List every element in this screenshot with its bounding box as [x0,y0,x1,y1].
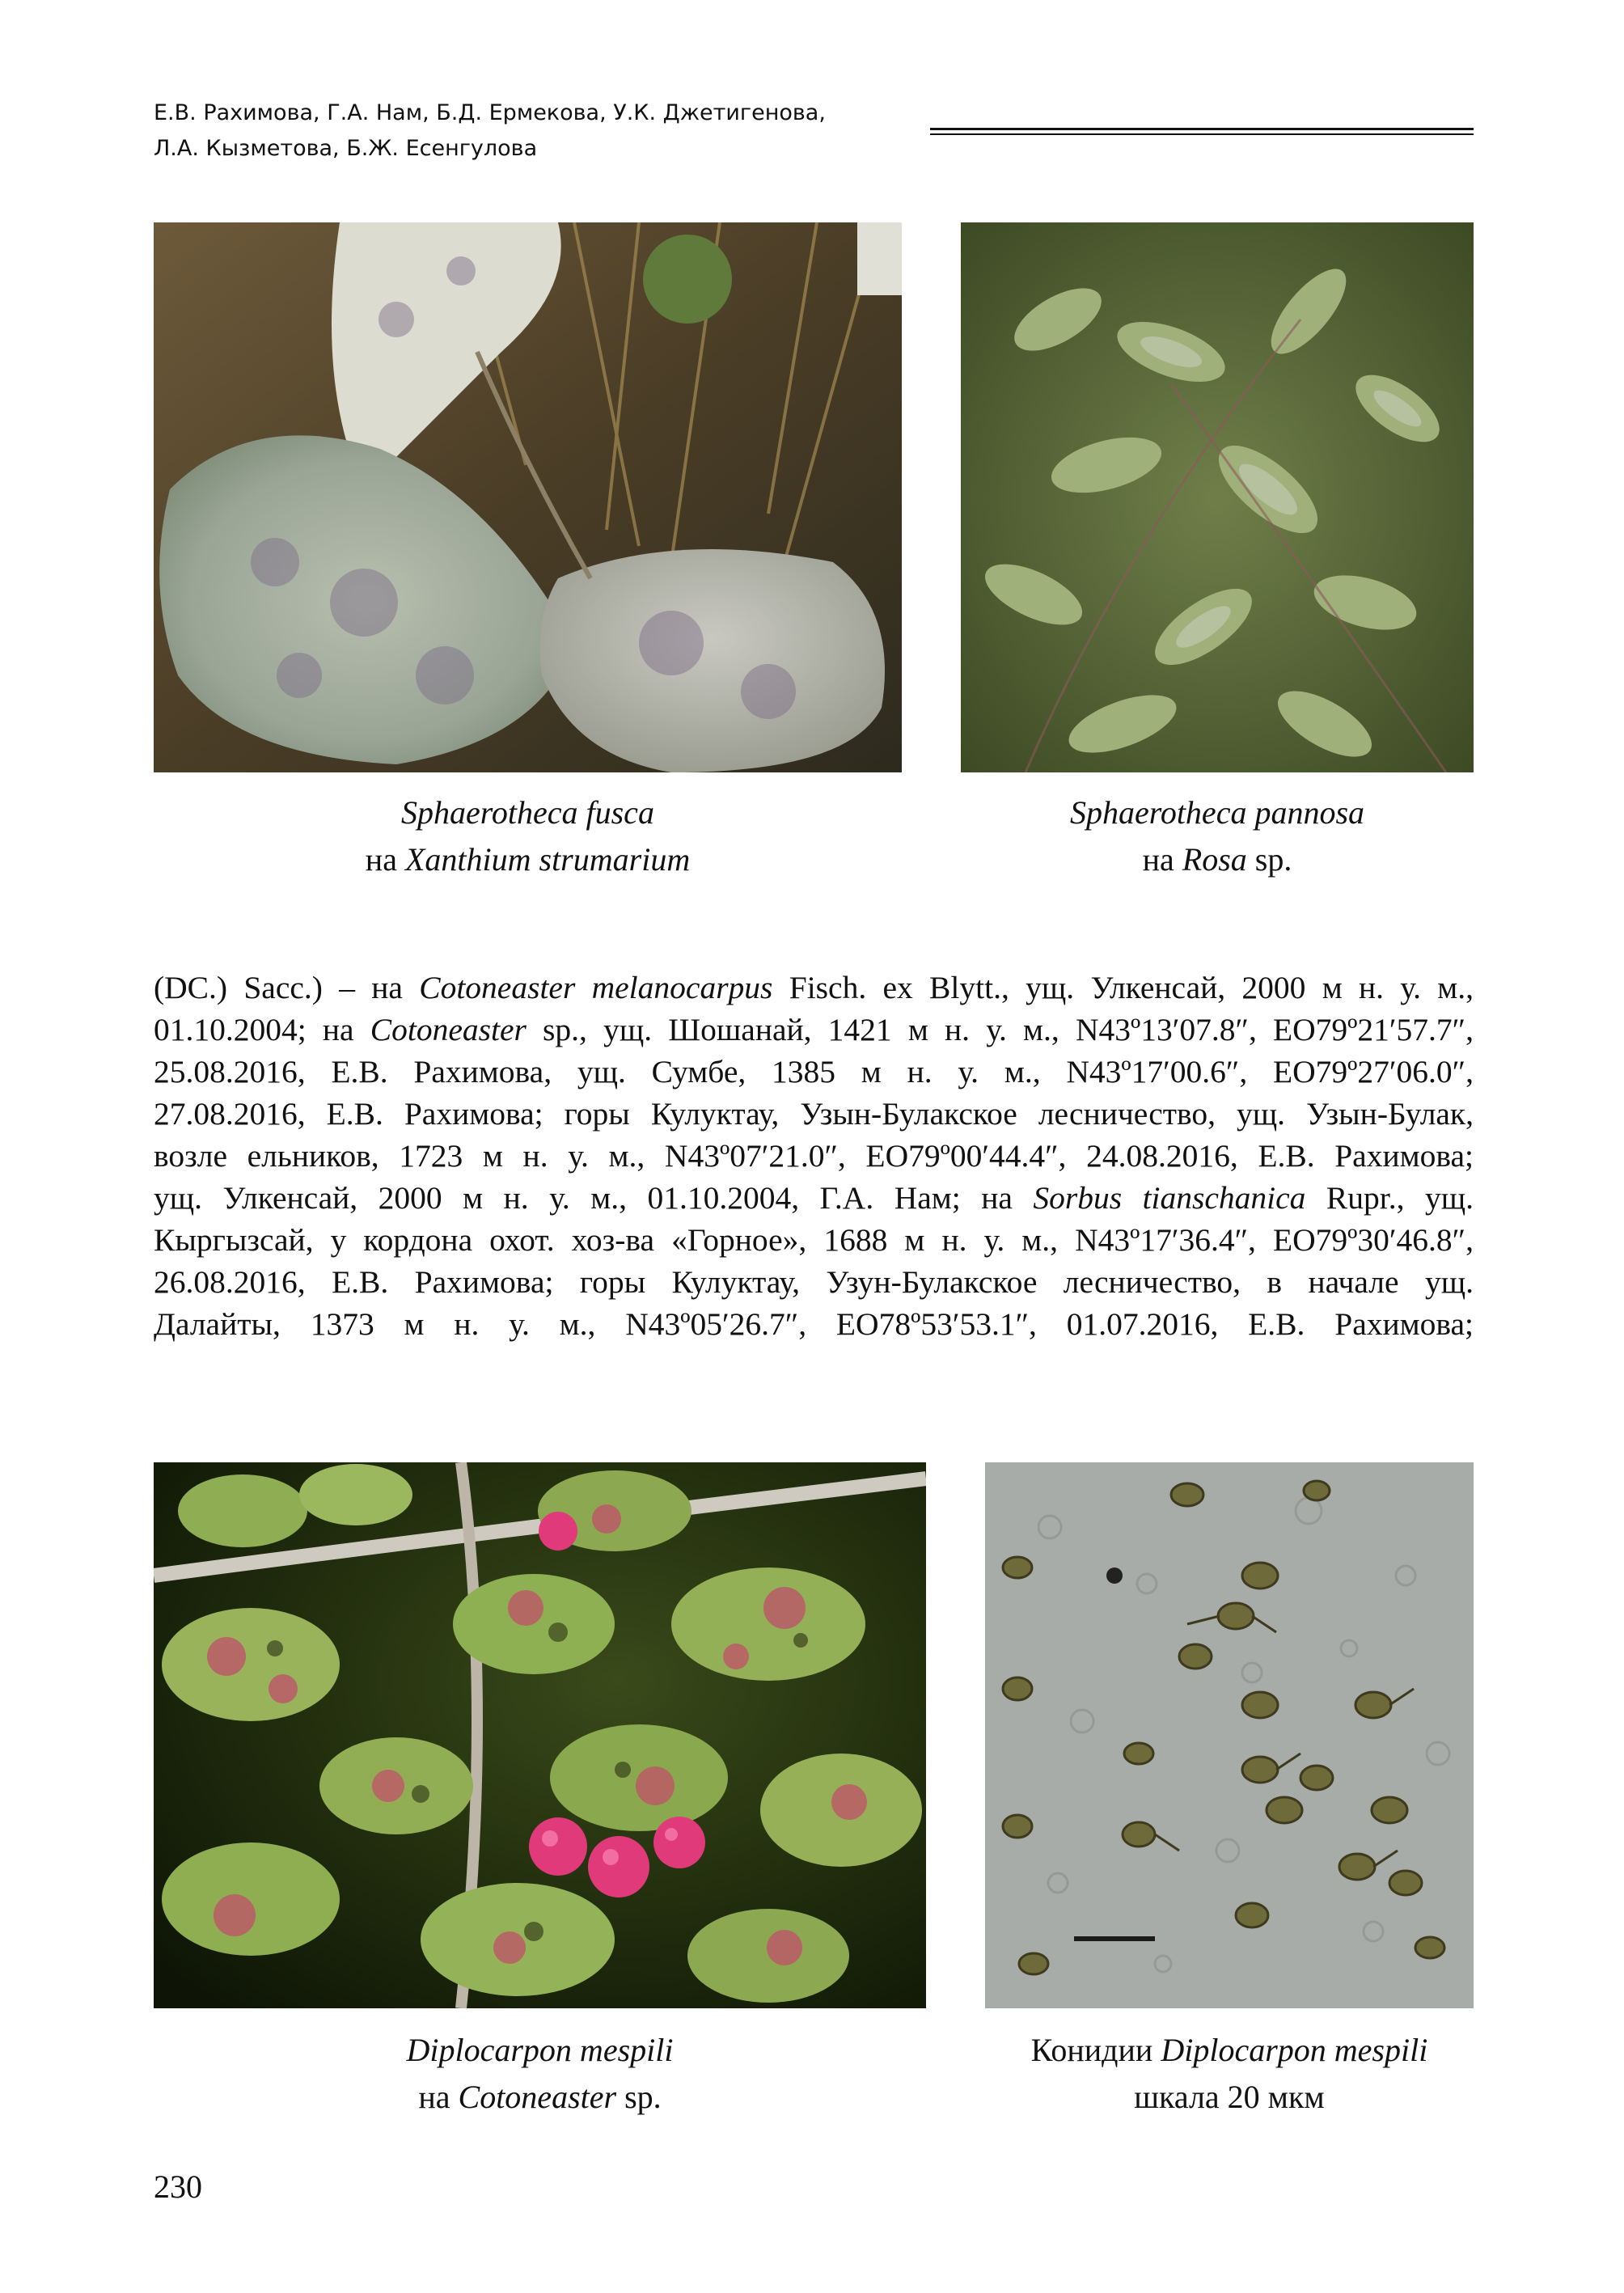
caption-fig2: Sphaerotheca pannosa на Rosa sp. [1069,794,1365,878]
caption-fig3-host: Cotoneaster [458,2079,617,2115]
body-line-7: Кыргызсай, у кордона охот. хоз-ва «Горное», 1688 м н. у. м., N43º17′36.4″, EO79º30′46.8″, [154,1222,1474,1258]
body-line-3: 25.08.2016, Е.В. Рахимова, ущ. Сумбе, 1385 м н. у. м., N43º17′00.6″, EO79º27′06.0″, [154,1054,1474,1089]
page-number: 230 [154,2168,202,2205]
caption-fig4: Конидии Diplocarpon mespili шкала 20 мкм [985,2027,1474,2121]
body-line-8: 26.08.2016, Е.В. Рахимова; горы Кулуктау, Узун-Булакское лесничество, в начале ущ. [154,1264,1474,1300]
body-line-5: возле ельников, 1723 м н. у. м., N43º07′21.0″, EO79º00′44.4″, 24.08.2016, Е.В. Рахимова; [154,1138,1474,1174]
caption-fig2-title: Sphaerotheca pannosa [1069,794,1365,831]
caption-fig3-title: Diplocarpon mespili [406,2032,674,2068]
header-double-rule [930,128,1474,137]
caption-fig1-title: Sphaerotheca fusca [401,794,654,831]
caption-fig4-title: Diplocarpon mespili [1161,2032,1428,2068]
caption-fig4-scale: шкала 20 мкм [1134,2079,1325,2115]
running-header-authors [154,95,898,167]
caption-fig2-host: Rosa [1182,841,1247,878]
photo-diplocarpon-cotoneaster [154,1462,926,2008]
body-line-1: (DC.) Sacc.) – на Cotoneaster melanocarpus Fisch. ex Blytt., ущ. Улкенсай, 2000 м н. у. м., [154,970,1474,1005]
body-line-2: 01.10.2004; на Cotoneaster sp., ущ. Шошанай, 1421 м н. у. м., N43º13′07.8″, EO79º21′57.7″, [154,1012,1474,1047]
caption-fig3: Diplocarpon mespili на Cotoneaster sp. [406,2032,674,2115]
body-line-9: Далайты, 1373 м н. у. м., N43º05′26.7″, EO78º53′53.1″, 01.07.2016, Е.В. Рахимова; [154,1306,1474,1342]
authors-line-2: Л.А. Кызметова, Б.Ж. Есенгулова [154,136,538,161]
scale-bar [1074,1936,1155,1941]
caption-fig1: Sphaerotheca fusca на Xanthium strumarium [365,794,691,878]
body-line-4: 27.08.2016, Е.В. Рахимова; горы Кулуктау, Узын-Булакское лесничество, ущ. Узын-Булак, [154,1096,1474,1132]
authors-line-1: Е.В. Рахимова, Г.А. Нам, Б.Д. Ермекова, У.К. Джетигенова, [154,100,826,125]
body-paragraph [154,967,1474,1345]
caption-fig1-host: Xanthium strumarium [404,841,691,878]
photo-sphaerotheca-pannosa [961,222,1474,772]
photo-sphaerotheca-fusca [154,222,902,772]
photo-diplocarpon-conidia [985,1462,1474,2008]
body-line-6: ущ. Улкенсай, 2000 м н. у. м., 01.10.2004, Г.А. Нам; на Sorbus tianschanica Rupr., ущ. [154,1180,1474,1216]
